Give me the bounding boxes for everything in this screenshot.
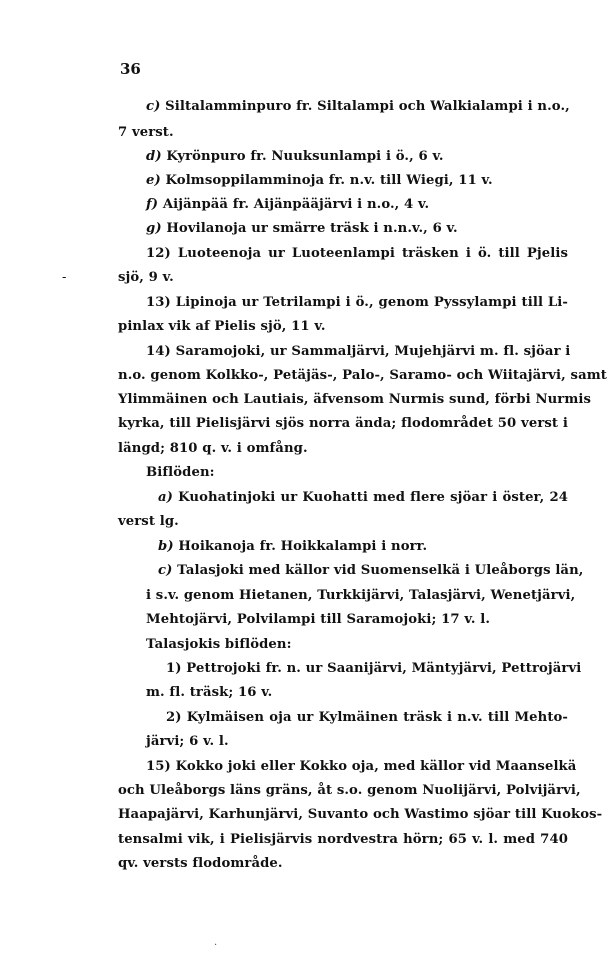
enumerator-label: b) [158,539,174,554]
text-line: tensalmi vik, i Pielisjärvis nordvestra hörn; 65 v. l. med 740 [118,832,568,847]
text-line: Biflöden: [146,465,215,480]
text-line: b) Hoikanoja fr. Hoikkalampi i norr. [158,539,428,554]
enumerator-label: e) [146,173,161,188]
text-line: Ylimmäinen och Lautiais, äfvensom Nurmis sund, förbi Nurmis [118,392,592,407]
text-line: d) Kyrönpuro fr. Nuuksunlampi i ö., 6 v. [146,149,444,164]
text-line: 13) Lipinoja ur Tetrilampi i ö., genom Pyssylampi till Li- [146,295,568,310]
text-line: sjö, 9 v. [118,270,174,285]
speck-decoration: · [214,940,218,951]
text-line: 7 verst. [118,125,174,140]
enumerator-label: f) [146,197,159,212]
text-line: 14) Saramojoki, ur Sammaljärvi, Mujehjärvi m. fl. sjöar i [146,344,571,359]
text-line: c) Talasjoki med källor vid Suomenselkä i Uleåborgs län, [158,563,584,578]
text-line: och Uleåborgs läns gräns, åt s.o. genom Nuolijärvi, Polvijärvi, [118,783,581,798]
text-line: n.o. genom Kolkko-, Petäjäs-, Palo-, Saramo- och Wiitajärvi, samt [118,368,607,383]
text-line: e) Kolmsoppilamminoja fr. n.v. till Wiegi, 11 v. [146,173,493,188]
text-line: 1) Pettrojoki fr. n. ur Saanijärvi, Mäntyjärvi, Pettrojärvi [166,661,582,676]
enumerator-label: c) [146,99,161,114]
text-line: järvi; 6 v. l. [146,734,229,749]
text-line: Haapajärvi, Karhunjärvi, Suvanto och Wastimo sjöar till Kuokos- [118,807,603,822]
text-line: qv. versts flodområde. [118,856,283,871]
text-line: a) Kuohatinjoki ur Kuohatti med flere sjöar i öster, 24 [158,490,568,505]
enumerator-label: g) [146,221,162,236]
text-line: Mehtojärvi, Polvilampi till Saramojoki; 17 v. l. [146,612,491,627]
text-line: kyrka, till Pielisjärvi sjös norra ända; flodområdet 50 verst i [118,416,568,431]
text-line: 12) Luoteenoja ur Luoteenlampi träsken i ö. till Pjelis [146,246,568,261]
enumerator-label: a) [158,490,173,505]
text-line: pinlax vik af Pielis sjö, 11 v. [118,319,326,334]
text-line: Talasjokis biflöden: [146,637,292,652]
enumerator-label: c) [158,563,173,578]
text-line: c) Siltalamminpuro fr. Siltalampi och Walkialampi i n.o., [146,99,570,114]
text-line: 2) Kylmäisen oja ur Kylmäinen träsk i n.v. till Mehto- [166,710,568,725]
text-line: i s.v. genom Hietanen, Turkkijärvi, Talasjärvi, Wenetjärvi, [146,588,576,603]
text-line: längd; 810 q. v. i omfång. [118,441,308,456]
text-line: g) Hovilanoja ur smärre träsk i n.n.v., 6 v. [146,221,458,236]
text-line: m. fl. träsk; 16 v. [146,685,273,700]
text-line: f) Aijänpää fr. Aijänpääjärvi i n.o., 4 v. [146,197,430,212]
enumerator-label: d) [146,149,162,164]
text-line: 15) Kokko joki eller Kokko oja, med källor vid Maanselkä [146,759,577,774]
margin-mark: - [62,270,67,285]
page-number: 36 [120,60,141,78]
text-line: verst lg. [118,514,179,529]
